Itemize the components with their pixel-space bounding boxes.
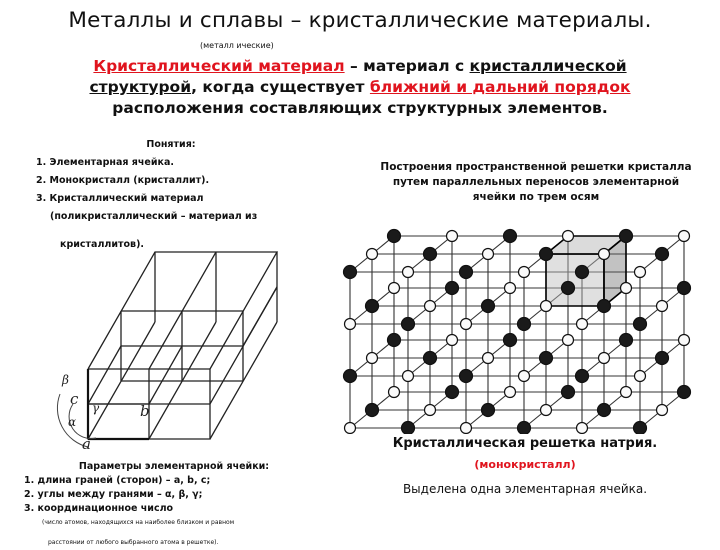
sodium-atom bbox=[446, 282, 459, 295]
parameter-item: 2. углы между гранями – α, β, γ; bbox=[24, 489, 203, 500]
sodium-atom bbox=[482, 404, 495, 417]
sodium-atom bbox=[460, 266, 473, 279]
sodium-atom bbox=[366, 300, 379, 313]
sodium-atom bbox=[388, 334, 401, 347]
chlorine-atom bbox=[447, 231, 458, 242]
concept-item-continuation-2: кристаллитов). bbox=[60, 239, 145, 250]
angle-label-gamma: γ bbox=[92, 401, 100, 415]
sodium-atom bbox=[482, 300, 495, 313]
definition-part-3: расположения составляющих структурных элементов. bbox=[112, 99, 608, 117]
sodium-atom bbox=[366, 404, 379, 417]
sodium-atom bbox=[598, 300, 611, 313]
angle-label-alpha: α bbox=[68, 415, 77, 429]
sodium-atom bbox=[562, 386, 575, 399]
chlorine-atom bbox=[679, 231, 690, 242]
chlorine-atom bbox=[403, 371, 414, 382]
sodium-atom bbox=[446, 386, 459, 399]
edge-label-c: c bbox=[70, 390, 79, 408]
sodium-atom bbox=[620, 334, 633, 347]
definition-term: Кристаллический материал bbox=[93, 57, 345, 75]
sodium-atom bbox=[424, 248, 437, 261]
chlorine-atom bbox=[577, 319, 588, 330]
chlorine-atom bbox=[461, 423, 472, 434]
sodium-atom bbox=[620, 230, 633, 243]
parameters-header: Параметры элементарной ячейки: bbox=[78, 461, 270, 472]
chlorine-atom bbox=[519, 371, 530, 382]
sodium-atom bbox=[678, 386, 691, 399]
page-subtitle: (металл ические) bbox=[200, 41, 274, 50]
sodium-atom bbox=[504, 334, 517, 347]
sodium-atom bbox=[656, 248, 669, 261]
concept-item: 2. Монокристалл (кристаллит). bbox=[36, 175, 210, 186]
chlorine-atom bbox=[505, 387, 516, 398]
unit-cell-diagram bbox=[40, 244, 280, 454]
sodium-atom bbox=[540, 248, 553, 261]
chlorine-atom bbox=[657, 405, 668, 416]
chlorine-atom bbox=[483, 249, 494, 260]
definition-part-1: – материал с bbox=[344, 57, 470, 75]
parameter-note: (число атомов, находящихся на наиболее близком и равном bbox=[42, 519, 235, 526]
chlorine-atom bbox=[483, 353, 494, 364]
sodium-atom bbox=[402, 422, 415, 435]
concepts-list bbox=[36, 136, 306, 254]
sodium-atom bbox=[344, 266, 357, 279]
sodium-atom bbox=[576, 370, 589, 383]
sodium-atom bbox=[460, 370, 473, 383]
angle-label-beta: β bbox=[62, 373, 69, 387]
chlorine-atom bbox=[367, 353, 378, 364]
chlorine-atom bbox=[403, 267, 414, 278]
parameter-item: 3. координационное число bbox=[24, 503, 174, 514]
chlorine-atom bbox=[577, 423, 588, 434]
chlorine-atom bbox=[505, 283, 516, 294]
edge-label-a: a bbox=[82, 435, 91, 453]
sodium-atom bbox=[540, 352, 553, 365]
unit-cell-highlight bbox=[546, 254, 604, 306]
sodium-atom bbox=[678, 282, 691, 295]
edge-label-b: b bbox=[140, 402, 150, 420]
chlorine-atom bbox=[425, 405, 436, 416]
sodium-atom bbox=[518, 422, 531, 435]
sodium-atom bbox=[518, 318, 531, 331]
chlorine-atom bbox=[345, 423, 356, 434]
construction-note: Построения пространственной решетки кристалла путем параллельных переносов элементарной ячейки по трем осям bbox=[380, 161, 692, 203]
definition-link-structure: кристаллической структурой bbox=[89, 57, 627, 96]
chlorine-atom bbox=[563, 231, 574, 242]
sodium-atom bbox=[634, 318, 647, 331]
concepts-header: Понятия: bbox=[146, 139, 196, 150]
lattice-subcaption: (монокристалл) bbox=[474, 458, 576, 471]
parameter-item: 1. длина граней (сторон) – a, b, c; bbox=[24, 475, 211, 486]
definition-part-2: , когда существует bbox=[191, 78, 370, 96]
lattice-caption: Кристаллическая решетка натрия. bbox=[392, 436, 658, 451]
chlorine-atom bbox=[519, 267, 530, 278]
chlorine-atom bbox=[367, 249, 378, 260]
definition-paragraph bbox=[40, 56, 680, 119]
definition-highlight-order: ближний и дальний порядок bbox=[369, 78, 631, 96]
chlorine-atom bbox=[621, 283, 632, 294]
chlorine-atom bbox=[389, 283, 400, 294]
sodium-lattice-diagram bbox=[338, 222, 700, 434]
sodium-atom bbox=[344, 370, 357, 383]
chlorine-atom bbox=[635, 371, 646, 382]
chlorine-atom bbox=[657, 301, 668, 312]
cell-parameters bbox=[24, 460, 324, 550]
chlorine-atom bbox=[621, 387, 632, 398]
chlorine-atom bbox=[447, 335, 458, 346]
concept-item-continuation: (поликристаллический – материал из bbox=[50, 211, 258, 222]
chlorine-atom bbox=[635, 267, 646, 278]
sodium-atom bbox=[562, 282, 575, 295]
chlorine-atom bbox=[541, 405, 552, 416]
lattice-note: Выделена одна элементарная ячейка. bbox=[402, 482, 648, 496]
chlorine-atom bbox=[599, 353, 610, 364]
parameter-note-2: расстоянии от любого выбранного атома в решетке). bbox=[48, 539, 219, 546]
sodium-atom bbox=[388, 230, 401, 243]
sodium-atom bbox=[424, 352, 437, 365]
chlorine-atom bbox=[563, 335, 574, 346]
sodium-atom bbox=[598, 404, 611, 417]
page-title: Металлы и сплавы – кристаллические материалы. bbox=[68, 8, 652, 33]
concept-item: 1. Элементарная ячейка. bbox=[36, 157, 174, 168]
sodium-atom bbox=[576, 266, 589, 279]
chlorine-atom bbox=[599, 249, 610, 260]
chlorine-atom bbox=[345, 319, 356, 330]
sodium-atom bbox=[402, 318, 415, 331]
chlorine-atom bbox=[461, 319, 472, 330]
sodium-atom bbox=[504, 230, 517, 243]
sodium-atom bbox=[656, 352, 669, 365]
chlorine-atom bbox=[541, 301, 552, 312]
sodium-atom bbox=[634, 422, 647, 435]
chlorine-atom bbox=[425, 301, 436, 312]
concept-item: 3. Кристаллический материал bbox=[36, 193, 204, 204]
chlorine-atom bbox=[679, 335, 690, 346]
chlorine-atom bbox=[389, 387, 400, 398]
